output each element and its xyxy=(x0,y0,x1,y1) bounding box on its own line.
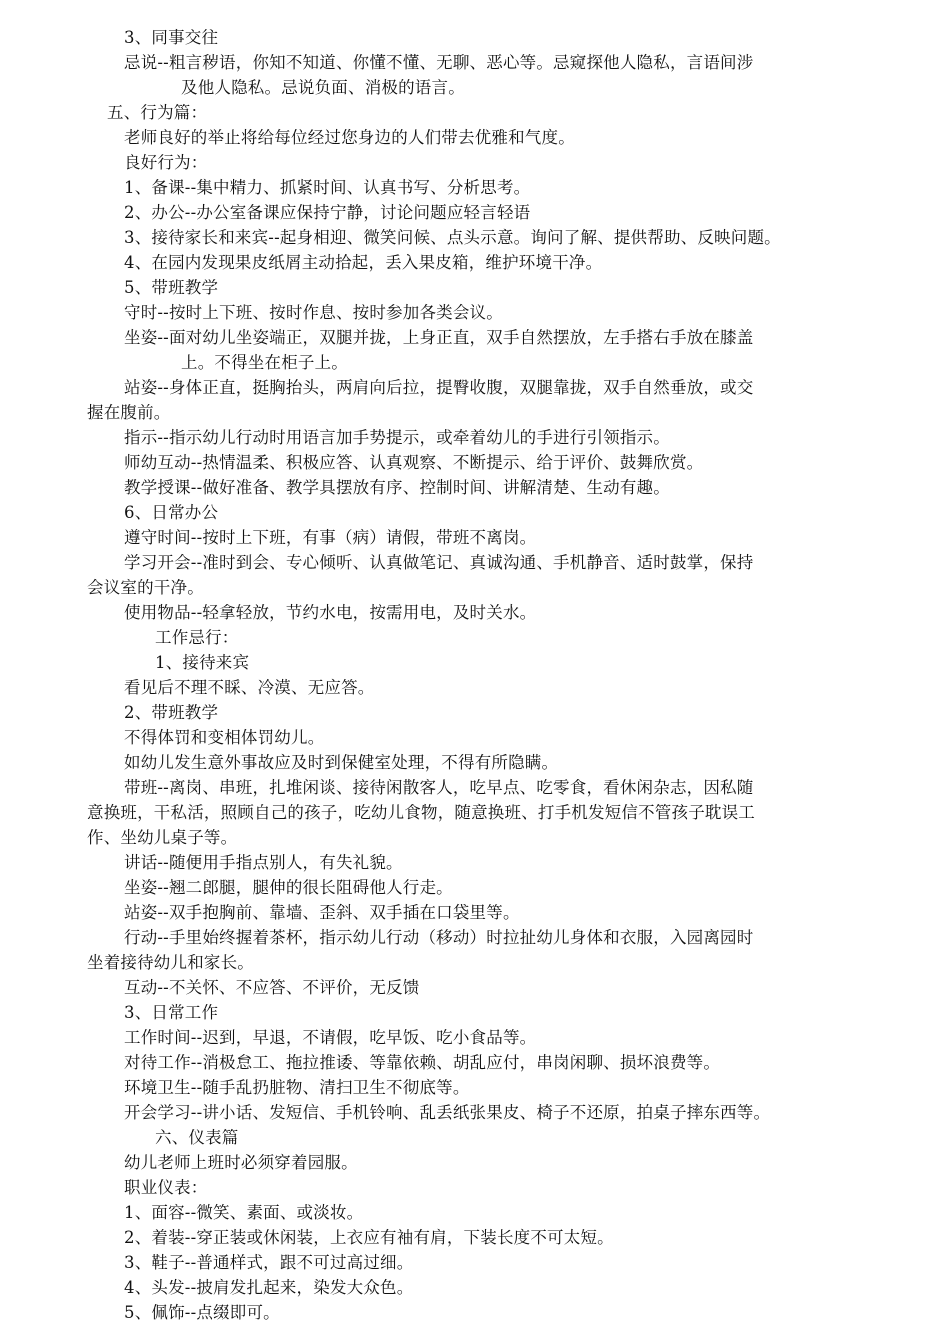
list-item: 2、着装--穿正装或休闲装，上衣应有袖有肩，下装长度不可太短。 xyxy=(124,1228,614,1247)
text-line: 师幼互动--热情温柔、积极应答、认真观察、不断提示、给于评价、鼓舞欣赏。 xyxy=(124,453,704,472)
text-line: 站姿--双手抱胸前、靠墙、歪斜、双手插在口袋里等。 xyxy=(124,903,520,922)
section-heading-behavior: 五、行为篇： xyxy=(107,103,208,122)
text-line: 坐姿--面对幼儿坐姿端正，双腿并拢，上身正直，双手自然摆放，左手搭右手放在膝盖 xyxy=(124,328,754,347)
text-line: 使用物品--轻拿轻放，节约水电，按需用电，及时关水。 xyxy=(124,603,537,622)
subheading-work-taboos: 工作忌行： xyxy=(155,628,239,647)
list-item: 3、日常工作 xyxy=(124,1003,219,1022)
text-line: 坐姿--翘二郎腿，腿伸的很长阻碍他人行走。 xyxy=(124,878,453,897)
text-line: 坐着接待幼儿和家长。 xyxy=(87,953,254,972)
list-item: 1、面容--微笑、素面、或淡妆。 xyxy=(124,1203,364,1222)
list-item: 2、办公--办公室备课应保持宁静，讨论问题应轻言轻语 xyxy=(124,203,531,222)
text-line: 作、坐幼儿桌子等。 xyxy=(87,828,238,847)
text-line: 工作时间--迟到，早退，不请假，吃早饭、吃小食品等。 xyxy=(124,1028,537,1047)
list-item: 3、鞋子--普通样式，跟不可过高过细。 xyxy=(124,1253,414,1272)
text-line: 幼儿老师上班时必须穿着园服。 xyxy=(124,1153,358,1172)
text-line: 意换班，干私活，照顾自己的孩子，吃幼儿食物，随意换班、打手机发短信不管孩子耽误工 xyxy=(87,803,755,822)
text-line: 忌说--粗言秽语，你知不知道、你懂不懂、无聊、恶心等。忌窥探他人隐私，言语间涉 xyxy=(124,53,754,72)
text-line: 环境卫生--随手乱扔脏物、清扫卫生不彻底等。 xyxy=(124,1078,470,1097)
text-line: 互动--不关怀、不应答、不评价，无反馈 xyxy=(124,978,420,997)
text-line: 行动--手里始终握着茶杯，指示幼儿行动（移动）时拉扯幼儿身体和衣服，入园离园时 xyxy=(124,928,754,947)
text-line: 学习开会--准时到会、专心倾听、认真做笔记、真诚沟通、手机静音、适时鼓掌，保持 xyxy=(124,553,754,572)
list-item: 5、佩饰--点缀即可。 xyxy=(124,1303,280,1322)
text-line: 遵守时间--按时上下班，有事（病）请假，带班不离岗。 xyxy=(124,528,537,547)
text-line: 老师良好的举止将给每位经过您身边的人们带去优雅和气度。 xyxy=(124,128,575,147)
text-line: 握在腹前。 xyxy=(87,403,171,422)
list-item: 1、接待来宾 xyxy=(155,653,250,672)
text-line: 守时--按时上下班、按时作息、按时参加各类会议。 xyxy=(124,303,503,322)
list-item: 4、在园内发现果皮纸屑主动拾起，丢入果皮箱，维护环境干净。 xyxy=(124,253,603,272)
text-line: 会议室的干净。 xyxy=(87,578,204,597)
list-item: 2、带班教学 xyxy=(124,703,219,722)
subheading-good-behavior: 良好行为： xyxy=(124,153,208,172)
text-line: 开会学习--讲小话、发短信、手机铃响、乱丢纸张果皮、椅子不还原，拍桌子摔东西等。 xyxy=(124,1103,771,1122)
subheading-professional-appearance: 职业仪表： xyxy=(124,1178,208,1197)
text-line: 及他人隐私。忌说负面、消极的语言。 xyxy=(181,78,465,97)
text-line: 教学授课--做好准备、教学具摆放有序、控制时间、讲解清楚、生动有趣。 xyxy=(124,478,670,497)
list-item: 3、接待家长和来宾--起身相迎、微笑问候、点头示意。询问了解、提供帮助、反映问题。 xyxy=(124,228,781,247)
text-line: 带班--离岗、串班，扎堆闲谈、接待闲散客人，吃早点、吃零食，看休闲杂志，因私随 xyxy=(124,778,754,797)
text-line: 站姿--身体正直，挺胸抬头，两肩向后拉，提臀收腹，双腿靠拢，双手自然垂放，或交 xyxy=(124,378,754,397)
text-line: 讲话--随便用手指点别人，有失礼貌。 xyxy=(124,853,403,872)
list-item: 4、头发--披肩发扎起来，染发大众色。 xyxy=(124,1278,414,1297)
text-line: 如幼儿发生意外事故应及时到保健室处理，不得有所隐瞒。 xyxy=(124,753,559,772)
text-line: 上。不得坐在柜子上。 xyxy=(181,353,348,372)
text-line: 指示--指示幼儿行动时用语言加手势提示，或牵着幼儿的手进行引领指示。 xyxy=(124,428,670,447)
text-line: 对待工作--消极怠工、拖拉推诿、等靠依赖、胡乱应付，串岗闲聊、损坏浪费等。 xyxy=(124,1053,721,1072)
text-line: 看见后不理不睬、冷漠、无应答。 xyxy=(124,678,375,697)
heading-colleague-interaction: 3、同事交往 xyxy=(124,28,219,47)
list-item: 5、带班教学 xyxy=(124,278,219,297)
text-line: 不得体罚和变相体罚幼儿。 xyxy=(124,728,325,747)
list-item: 1、备课--集中精力、抓紧时间、认真书写、分析思考。 xyxy=(124,178,531,197)
section-heading-appearance: 六、仪表篇 xyxy=(155,1128,239,1147)
list-item: 6、日常办公 xyxy=(124,503,219,522)
